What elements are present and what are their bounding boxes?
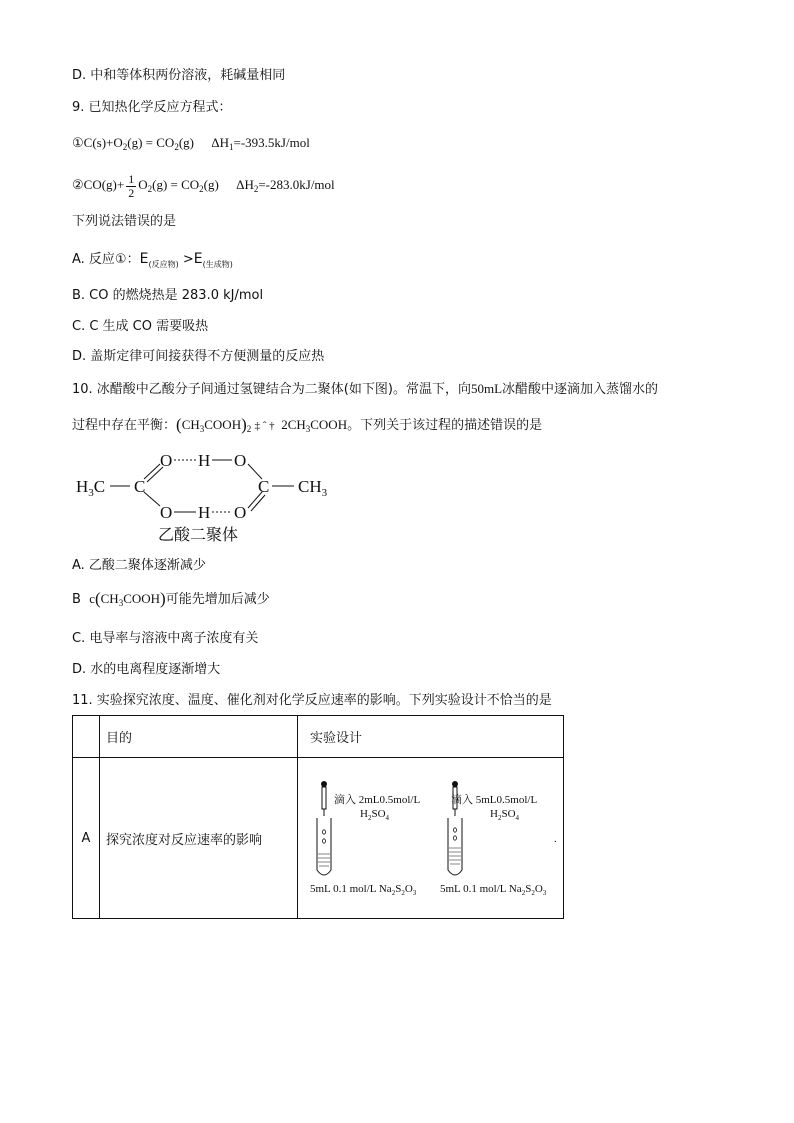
- eq-sub3: 3: [199, 424, 205, 434]
- q10-option-c: C. 电导率与溶液中离子浓度有关: [72, 631, 259, 646]
- bond-c-o-bottom-left: [144, 492, 160, 506]
- fraction-numerator: 1: [128, 171, 135, 186]
- tube1-bottom-label: 5mL 0.1 mol/L $Na_2S_2O_3$: [310, 883, 417, 897]
- row-label: A: [73, 758, 100, 919]
- drop-icon: [454, 828, 457, 832]
- h3c-group: $H_3C$: [76, 477, 106, 499]
- q10-option-b-label: B: [72, 592, 81, 607]
- conc-cooh: COOH: [123, 591, 161, 606]
- eq2-o2-sub: 2: [147, 184, 153, 194]
- energy-reactants-sub: (反应物): [148, 260, 179, 269]
- test-tube-icon: [448, 818, 462, 875]
- test-tube-diagram: [298, 758, 563, 914]
- eq1-mid: (g) = CO: [127, 135, 175, 150]
- energy-reactants: E: [139, 251, 149, 267]
- tube1-acid-label: $H_2SO_4$: [360, 808, 390, 822]
- tube2-bottom-label: 5mL 0.1 mol/L $Na_2S_2O_3$: [440, 883, 547, 897]
- q10-stem-line2: [72, 416, 542, 438]
- eq1-left: C(s)+O: [83, 135, 123, 150]
- test-tube-setup-1: [310, 781, 420, 897]
- oxygen-bottom-right: O: [234, 503, 247, 522]
- double-bond-c-o-d: [251, 495, 265, 511]
- header-purpose: 目的: [100, 716, 298, 758]
- q10-volume: 50mL: [470, 381, 503, 396]
- q10-option-b-text: 可能先增加后减少: [165, 592, 270, 607]
- table-row: [73, 758, 564, 919]
- q9-option-b: B. CO 的燃烧热是 283.0 kJ/mol: [72, 288, 264, 303]
- tube1-drop-label: 滴入 2mL0.5mol/L: [334, 794, 421, 806]
- q10-option-b: [72, 590, 270, 612]
- q9-option-c: C. C 生成 CO 需要吸热: [72, 319, 209, 334]
- dropper-bulb-icon: [321, 781, 327, 787]
- q9-equation-2: [72, 168, 335, 206]
- dropper-bulb-icon: [452, 781, 458, 787]
- ch3-group: $CH_3$: [298, 477, 328, 499]
- hydrogen-bottom: H: [198, 503, 211, 522]
- q11-stem: 11. 实验探究浓度、温度、催化剂对化学反应速率的影响。下列实验设计不恰当的是: [72, 693, 552, 708]
- conc-sub3: 3: [118, 598, 124, 608]
- trailing-dot: .: [554, 833, 557, 845]
- conc-c: c: [89, 591, 95, 606]
- eq-sub3b: 3: [305, 424, 311, 434]
- test-tube-setup-2: [440, 781, 547, 897]
- concentration-expression: [89, 591, 166, 606]
- drop-icon: [323, 830, 326, 834]
- q9-option-a: [72, 250, 233, 274]
- q9-equation-1: [72, 134, 310, 156]
- header-design: [298, 716, 564, 758]
- eq1-value: =-393.5kJ/mol: [233, 135, 310, 150]
- oxygen-top-left: O: [160, 451, 173, 470]
- tube2-drop-label: 滴入 5mL0.5mol/L: [451, 794, 538, 806]
- paren-open: (: [176, 415, 182, 434]
- q10-option-d: D. 水的电离程度逐渐增大: [72, 662, 221, 677]
- equilibrium-arrows: ‡ ˆ †: [254, 420, 275, 432]
- equilibrium-equation: [176, 417, 347, 432]
- header-empty-cell: [73, 716, 100, 758]
- q10-stem-c: 。下列关于该过程的描述错误的是: [347, 418, 543, 433]
- row-design: [298, 758, 564, 919]
- eq-cooh: COOH: [204, 417, 242, 432]
- fraction-denominator: 2: [128, 185, 135, 200]
- solution-level-icon: [318, 854, 330, 866]
- bond-o-c-top-right: [248, 464, 262, 479]
- paren-close: ): [241, 415, 247, 434]
- energy-products-sub: (生成物): [202, 260, 233, 269]
- conc-paren-open: (: [94, 589, 101, 608]
- greater-than: >: [178, 252, 194, 267]
- structure-caption: 乙酸二聚体: [158, 527, 239, 544]
- test-tube-icon: [317, 818, 331, 875]
- acetic-acid-dimer-structure: [72, 446, 352, 546]
- q10-option-a: A. 乙酸二聚体逐渐减少: [72, 558, 206, 573]
- eq2-dh: ΔH: [236, 177, 254, 192]
- eq1-dh: ΔH: [211, 135, 229, 150]
- carbon-left: C: [134, 477, 146, 496]
- experiment-table: [72, 715, 564, 919]
- eq1-dh-sub: 1: [229, 142, 234, 152]
- fraction-half: [126, 173, 136, 200]
- eq1-o2-sub: 2: [122, 142, 128, 152]
- eq-cooh-2: COOH: [310, 417, 348, 432]
- eq-sub2: 2: [246, 424, 252, 434]
- eq2-mid: (g) = CO: [152, 177, 200, 192]
- q9-option-a-label: A. 反应①：: [72, 252, 140, 267]
- eq2-dh-sub: 2: [253, 184, 259, 194]
- circled-2: ②: [72, 177, 84, 192]
- eq-ch: CH: [181, 417, 200, 432]
- oxygen-top-right: O: [234, 451, 247, 470]
- eq-2ch: 2CH: [281, 417, 306, 432]
- eq2-right: (g): [203, 177, 219, 192]
- conc-ch: CH: [100, 591, 119, 606]
- dropper-icon: [322, 787, 326, 809]
- solution-level-icon: [449, 848, 461, 864]
- eq2-value: =-283.0kJ/mol: [258, 177, 335, 192]
- double-bond-c-o-c: [248, 492, 262, 508]
- hydrogen-top: H: [198, 451, 211, 470]
- q10-stem-line1: [72, 380, 658, 399]
- table-header-row: [73, 716, 564, 758]
- tube2-acid-label: $H_2SO_4$: [490, 808, 520, 822]
- q10-equilibrium-label: 过程中存在平衡：: [72, 418, 177, 433]
- drop-icon: [323, 839, 326, 843]
- q9-option-d: D. 盖斯定律可间接获得不方便测量的反应热: [72, 349, 325, 364]
- header-design-label: 实验设计: [310, 731, 363, 746]
- q10-stem-a: 10. 冰醋酸中乙酸分子间通过氢键结合为二聚体(如下图)。常温下，向: [72, 382, 471, 397]
- q8-option-d: D. 中和等体积两份溶液，耗碱量相同: [72, 68, 286, 83]
- eq2-o: O: [138, 177, 148, 192]
- q9-stem: 9. 已知热化学反应方程式：: [72, 100, 232, 115]
- circled-1: ①: [72, 135, 84, 150]
- eq2-left: CO(g)+: [83, 177, 125, 192]
- drop-icon: [454, 836, 457, 840]
- energy-products: E: [193, 251, 203, 267]
- row-purpose: 探究浓度对反应速率的影响: [100, 758, 298, 919]
- carbon-right: C: [258, 477, 270, 496]
- q10-stem-b: 冰醋酸中逐滴加入蒸馏水的: [502, 382, 659, 397]
- eq1-co2-sub: 2: [174, 142, 179, 152]
- eq2-co2-sub: 2: [199, 184, 204, 194]
- conc-paren-close: ): [160, 589, 166, 608]
- oxygen-bottom-left: O: [160, 503, 173, 522]
- q9-question: 下列说法错误的是: [72, 214, 177, 229]
- eq1-right: (g): [178, 135, 194, 150]
